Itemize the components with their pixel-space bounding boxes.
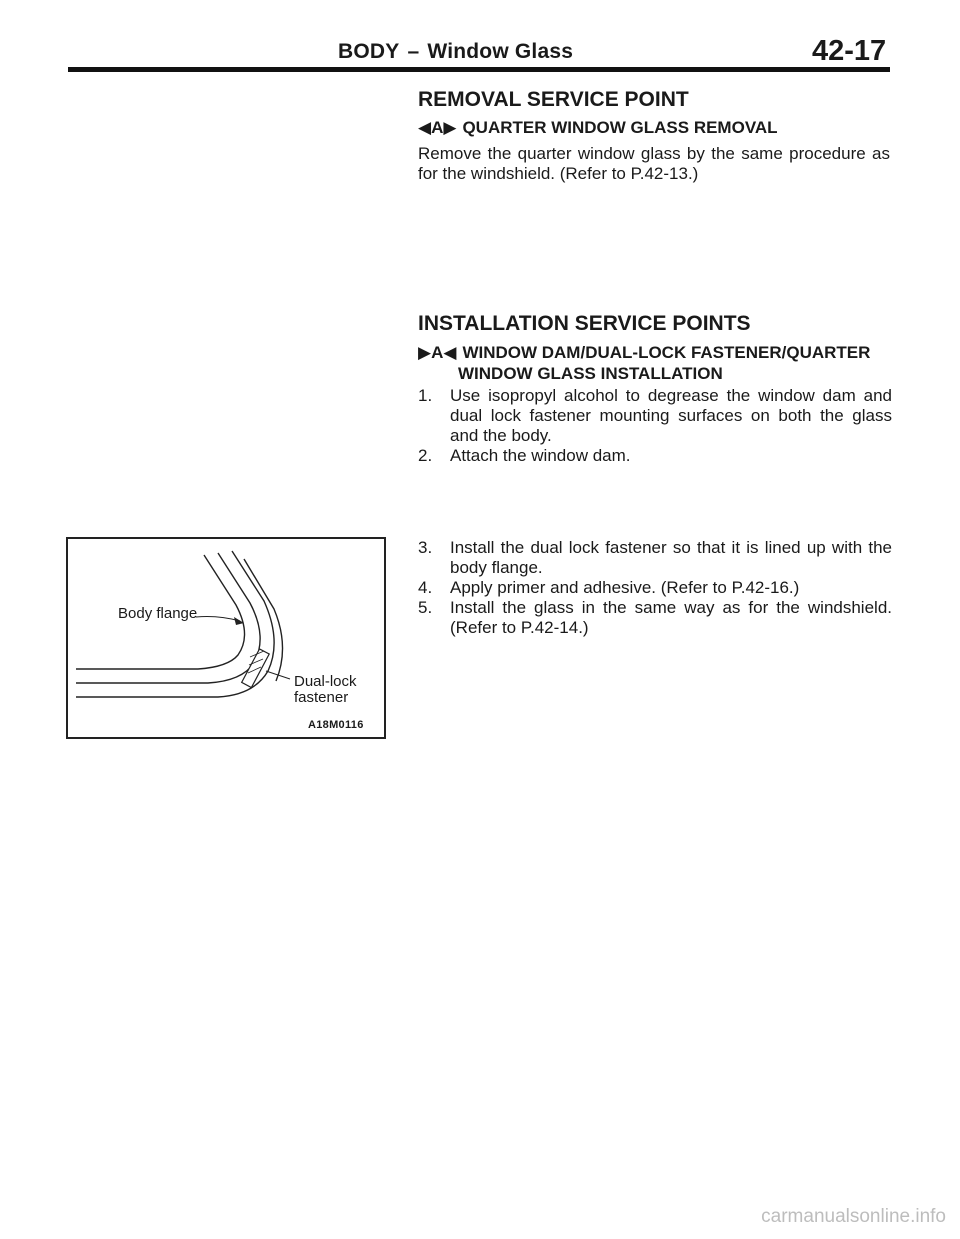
installation-heading: INSTALLATION SERVICE POINTS [418,312,751,335]
label-dual-lock-line1: Dual-lock [294,673,357,690]
removal-body: Remove the quarter window glass by the same procedure as for the windshield. (Refer to P.42-13.) [418,144,890,183]
installation-marker-icon: ▶A◀ [418,343,457,362]
step-item [418,538,892,578]
step-number: 2. [418,446,433,465]
step-item [418,598,892,638]
step-item [418,446,892,466]
removal-subheading [418,117,898,138]
steps-list-a [418,386,892,466]
removal-marker-icon: ◀A▶ [418,118,457,137]
step-number: 4. [418,578,433,597]
figure-code: A18M0116 [308,719,364,731]
header-separator: – [407,40,420,63]
header-section: BODY [338,40,400,63]
step-text: Attach the window dam. [450,446,631,465]
removal-subheading-text: QUARTER WINDOW GLASS REMOVAL [462,118,778,137]
installation-subheading-line2: WINDOW GLASS INSTALLATION [458,364,723,383]
step-number: 3. [418,538,433,557]
step-number: 5. [418,598,433,617]
header-rule [68,67,890,72]
step-text: Apply primer and adhesive. (Refer to P.42-16.) [450,578,800,597]
page-header-title [338,40,573,64]
page-number: 42-17 [812,35,887,67]
figure-illustration [68,539,384,737]
step-text: Install the dual lock fastener so that it is lined up with the body flange. [450,538,892,577]
label-body-flange: Body flange [118,605,198,622]
step-number: 1. [418,386,433,405]
step-text: Install the glass in the same way as for the windshield. (Refer to P.42-14.) [450,598,892,637]
label-dual-lock-line2: fastener [294,689,349,706]
steps-list-b [418,538,892,638]
header-subsection: Window Glass [427,40,574,63]
watermark: carmanualsonline.info [761,1206,946,1227]
figure-body-flange-dual-lock [66,537,386,739]
step-item [418,386,892,446]
installation-subheading [418,342,898,384]
step-item [418,578,892,598]
step-text: Use isopropyl alcohol to degrease the window dam and dual lock fastener mounting surfaces on both the glass and the body. [450,386,892,445]
removal-heading: REMOVAL SERVICE POINT [418,88,689,111]
installation-subheading-line1: WINDOW DAM/DUAL-LOCK FASTENER/QUARTER [462,343,871,362]
